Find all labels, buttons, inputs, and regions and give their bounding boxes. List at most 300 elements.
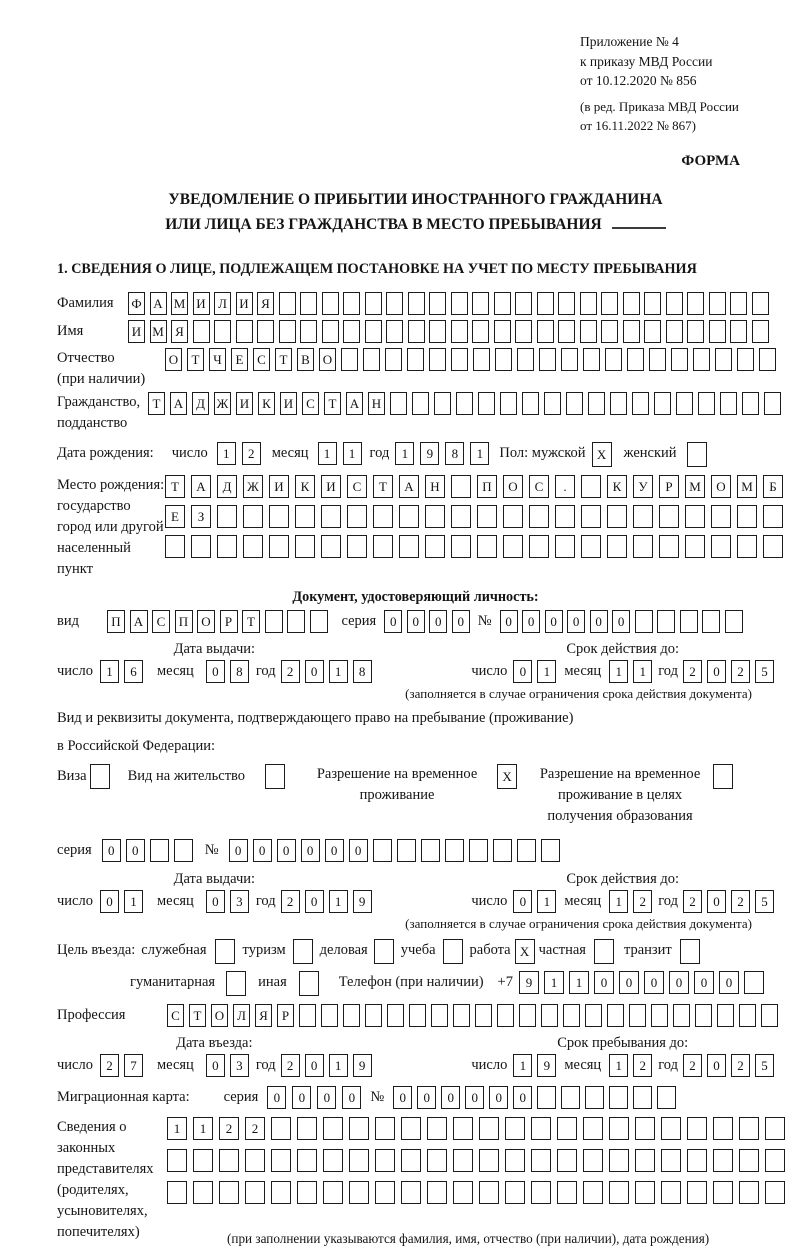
char-cell[interactable] xyxy=(349,1117,369,1140)
char-cell[interactable] xyxy=(279,320,296,343)
char-cell[interactable]: 1 xyxy=(100,660,119,683)
char-cell[interactable]: 0 xyxy=(619,971,639,994)
char-cell[interactable] xyxy=(451,292,468,315)
char-cell[interactable]: 2 xyxy=(731,660,750,683)
char-cell[interactable] xyxy=(493,839,512,862)
char-cell[interactable]: 1 xyxy=(544,971,564,994)
char-cell[interactable] xyxy=(623,320,640,343)
char-cell[interactable]: К xyxy=(607,475,627,498)
char-cell[interactable] xyxy=(609,1117,629,1140)
char-cell[interactable]: X xyxy=(497,764,517,789)
char-cell[interactable] xyxy=(529,535,549,558)
char-cell[interactable]: С xyxy=(529,475,549,498)
char-cell[interactable] xyxy=(429,292,446,315)
char-cell[interactable]: 0 xyxy=(594,971,614,994)
char-cell[interactable] xyxy=(456,392,473,415)
char-cell[interactable]: 1 xyxy=(343,442,362,465)
char-cell[interactable] xyxy=(297,1149,317,1172)
char-cell[interactable]: Я xyxy=(257,292,274,315)
char-cell[interactable] xyxy=(409,1004,426,1027)
char-cell[interactable]: 0 xyxy=(277,839,296,862)
char-cell[interactable]: 0 xyxy=(317,1086,336,1109)
char-cell[interactable]: О xyxy=(197,610,215,633)
char-cell[interactable]: 0 xyxy=(567,610,585,633)
char-cell[interactable] xyxy=(429,348,446,371)
char-cell[interactable]: 0 xyxy=(669,971,689,994)
char-cell[interactable]: 2 xyxy=(683,1054,702,1077)
char-cell[interactable]: Д xyxy=(217,475,237,498)
char-cell[interactable]: 2 xyxy=(245,1117,265,1140)
char-cell[interactable]: 0 xyxy=(206,890,225,913)
char-cell[interactable] xyxy=(425,505,445,528)
char-cell[interactable] xyxy=(387,1004,404,1027)
char-cell[interactable] xyxy=(657,610,675,633)
char-cell[interactable]: 0 xyxy=(500,610,518,633)
char-cell[interactable] xyxy=(385,348,402,371)
char-cell[interactable] xyxy=(421,839,440,862)
char-cell[interactable]: И xyxy=(236,392,253,415)
char-cell[interactable]: И xyxy=(236,292,253,315)
char-cell[interactable]: В xyxy=(297,348,314,371)
char-cell[interactable] xyxy=(764,392,781,415)
char-cell[interactable] xyxy=(583,348,600,371)
char-cell[interactable]: 1 xyxy=(537,660,556,683)
char-cell[interactable] xyxy=(167,1149,187,1172)
char-cell[interactable]: 0 xyxy=(694,971,714,994)
char-cell[interactable]: Р xyxy=(220,610,238,633)
char-cell[interactable]: 9 xyxy=(537,1054,556,1077)
char-cell[interactable]: С xyxy=(167,1004,184,1027)
char-cell[interactable]: Ф xyxy=(128,292,145,315)
char-cell[interactable] xyxy=(349,1181,369,1204)
char-cell[interactable] xyxy=(503,535,523,558)
char-cell[interactable] xyxy=(475,1004,492,1027)
char-cell[interactable] xyxy=(473,348,490,371)
char-cell[interactable] xyxy=(717,1004,734,1027)
char-cell[interactable]: И xyxy=(193,292,210,315)
char-cell[interactable] xyxy=(581,535,601,558)
char-cell[interactable]: А xyxy=(170,392,187,415)
char-cell[interactable]: 0 xyxy=(719,971,739,994)
char-cell[interactable]: 1 xyxy=(329,660,348,683)
char-cell[interactable]: 0 xyxy=(707,660,726,683)
char-cell[interactable] xyxy=(214,320,231,343)
char-cell[interactable] xyxy=(635,1181,655,1204)
char-cell[interactable] xyxy=(730,320,747,343)
char-cell[interactable] xyxy=(297,1117,317,1140)
char-cell[interactable] xyxy=(347,535,367,558)
char-cell[interactable]: 0 xyxy=(229,839,248,862)
char-cell[interactable] xyxy=(373,505,393,528)
char-cell[interactable]: 2 xyxy=(242,442,261,465)
char-cell[interactable] xyxy=(555,535,575,558)
char-cell[interactable] xyxy=(515,320,532,343)
char-cell[interactable]: 0 xyxy=(612,610,630,633)
char-cell[interactable] xyxy=(271,1149,291,1172)
char-cell[interactable]: 0 xyxy=(441,1086,460,1109)
char-cell[interactable] xyxy=(580,320,597,343)
char-cell[interactable]: 0 xyxy=(292,1086,311,1109)
char-cell[interactable] xyxy=(386,320,403,343)
char-cell[interactable] xyxy=(609,1181,629,1204)
char-cell[interactable] xyxy=(737,348,754,371)
char-cell[interactable]: Д xyxy=(192,392,209,415)
char-cell[interactable] xyxy=(709,320,726,343)
char-cell[interactable] xyxy=(742,392,759,415)
char-cell[interactable]: С xyxy=(347,475,367,498)
char-cell[interactable] xyxy=(226,971,246,996)
char-cell[interactable] xyxy=(715,348,732,371)
char-cell[interactable] xyxy=(322,292,339,315)
char-cell[interactable] xyxy=(401,1117,421,1140)
char-cell[interactable]: П xyxy=(175,610,193,633)
char-cell[interactable]: X xyxy=(515,939,535,964)
char-cell[interactable] xyxy=(531,1117,551,1140)
char-cell[interactable] xyxy=(279,292,296,315)
char-cell[interactable]: 2 xyxy=(683,890,702,913)
char-cell[interactable]: 3 xyxy=(230,890,249,913)
char-cell[interactable] xyxy=(343,1004,360,1027)
char-cell[interactable] xyxy=(687,1181,707,1204)
char-cell[interactable]: 2 xyxy=(683,660,702,683)
char-cell[interactable] xyxy=(322,320,339,343)
char-cell[interactable] xyxy=(627,348,644,371)
char-cell[interactable]: 1 xyxy=(569,971,589,994)
char-cell[interactable]: 1 xyxy=(193,1117,213,1140)
char-cell[interactable] xyxy=(323,1181,343,1204)
char-cell[interactable] xyxy=(295,505,315,528)
char-cell[interactable]: Е xyxy=(231,348,248,371)
char-cell[interactable]: Т xyxy=(275,348,292,371)
char-cell[interactable] xyxy=(725,610,743,633)
char-cell[interactable] xyxy=(193,320,210,343)
char-cell[interactable]: 0 xyxy=(590,610,608,633)
char-cell[interactable]: С xyxy=(253,348,270,371)
char-cell[interactable]: Т xyxy=(187,348,204,371)
char-cell[interactable] xyxy=(759,348,776,371)
char-cell[interactable] xyxy=(265,764,285,789)
char-cell[interactable] xyxy=(557,1117,577,1140)
char-cell[interactable] xyxy=(765,1117,785,1140)
char-cell[interactable]: А xyxy=(130,610,148,633)
char-cell[interactable] xyxy=(709,292,726,315)
char-cell[interactable] xyxy=(257,320,274,343)
char-cell[interactable] xyxy=(193,1181,213,1204)
char-cell[interactable] xyxy=(299,1004,316,1027)
char-cell[interactable] xyxy=(659,505,679,528)
char-cell[interactable]: 1 xyxy=(329,1054,348,1077)
char-cell[interactable]: П xyxy=(107,610,125,633)
char-cell[interactable] xyxy=(374,939,394,964)
char-cell[interactable] xyxy=(479,1149,499,1172)
char-cell[interactable] xyxy=(629,1004,646,1027)
char-cell[interactable] xyxy=(451,348,468,371)
char-cell[interactable] xyxy=(555,505,575,528)
char-cell[interactable] xyxy=(558,292,575,315)
char-cell[interactable] xyxy=(236,320,253,343)
char-cell[interactable] xyxy=(765,1181,785,1204)
char-cell[interactable] xyxy=(649,348,666,371)
char-cell[interactable] xyxy=(495,348,512,371)
char-cell[interactable] xyxy=(680,610,698,633)
char-cell[interactable]: Т xyxy=(242,610,260,633)
char-cell[interactable] xyxy=(607,505,627,528)
char-cell[interactable] xyxy=(412,392,429,415)
char-cell[interactable] xyxy=(451,505,471,528)
char-cell[interactable] xyxy=(557,1149,577,1172)
char-cell[interactable]: 9 xyxy=(353,890,372,913)
char-cell[interactable] xyxy=(451,320,468,343)
char-cell[interactable]: 0 xyxy=(342,1086,361,1109)
char-cell[interactable]: 2 xyxy=(219,1117,239,1140)
char-cell[interactable] xyxy=(243,505,263,528)
char-cell[interactable] xyxy=(271,1181,291,1204)
char-cell[interactable] xyxy=(373,839,392,862)
char-cell[interactable] xyxy=(295,535,315,558)
char-cell[interactable]: 1 xyxy=(609,890,628,913)
char-cell[interactable]: 0 xyxy=(465,1086,484,1109)
char-cell[interactable] xyxy=(635,610,653,633)
char-cell[interactable]: О xyxy=(211,1004,228,1027)
char-cell[interactable]: 1 xyxy=(470,442,489,465)
char-cell[interactable] xyxy=(713,764,733,789)
char-cell[interactable]: Ж xyxy=(243,475,263,498)
char-cell[interactable] xyxy=(407,348,424,371)
char-cell[interactable] xyxy=(720,392,737,415)
char-cell[interactable]: 1 xyxy=(329,890,348,913)
char-cell[interactable] xyxy=(427,1181,447,1204)
char-cell[interactable] xyxy=(623,292,640,315)
char-cell[interactable] xyxy=(659,535,679,558)
char-cell[interactable] xyxy=(541,839,560,862)
char-cell[interactable]: Ч xyxy=(209,348,226,371)
char-cell[interactable]: 0 xyxy=(513,1086,532,1109)
char-cell[interactable] xyxy=(609,1149,629,1172)
char-cell[interactable] xyxy=(365,292,382,315)
char-cell[interactable]: О xyxy=(319,348,336,371)
char-cell[interactable] xyxy=(217,505,237,528)
char-cell[interactable] xyxy=(271,1117,291,1140)
char-cell[interactable] xyxy=(763,535,783,558)
char-cell[interactable]: П xyxy=(477,475,497,498)
char-cell[interactable] xyxy=(529,505,549,528)
char-cell[interactable] xyxy=(349,1149,369,1172)
char-cell[interactable]: 5 xyxy=(755,660,774,683)
char-cell[interactable] xyxy=(607,1004,624,1027)
char-cell[interactable] xyxy=(167,1181,187,1204)
char-cell[interactable] xyxy=(472,320,489,343)
char-cell[interactable]: 5 xyxy=(755,1054,774,1077)
char-cell[interactable] xyxy=(607,535,627,558)
char-cell[interactable] xyxy=(408,292,425,315)
char-cell[interactable] xyxy=(633,1086,652,1109)
char-cell[interactable] xyxy=(300,292,317,315)
char-cell[interactable] xyxy=(711,505,731,528)
char-cell[interactable] xyxy=(687,1149,707,1172)
char-cell[interactable] xyxy=(243,535,263,558)
char-cell[interactable] xyxy=(737,505,757,528)
char-cell[interactable] xyxy=(539,348,556,371)
char-cell[interactable]: 1 xyxy=(609,660,628,683)
char-cell[interactable] xyxy=(365,1004,382,1027)
char-cell[interactable]: 1 xyxy=(609,1054,628,1077)
char-cell[interactable]: 8 xyxy=(445,442,464,465)
char-cell[interactable] xyxy=(761,1004,778,1027)
char-cell[interactable] xyxy=(217,535,237,558)
char-cell[interactable] xyxy=(321,505,341,528)
char-cell[interactable] xyxy=(711,535,731,558)
char-cell[interactable] xyxy=(165,535,185,558)
char-cell[interactable] xyxy=(469,839,488,862)
char-cell[interactable]: М xyxy=(737,475,757,498)
char-cell[interactable] xyxy=(427,1117,447,1140)
char-cell[interactable]: 0 xyxy=(126,839,145,862)
char-cell[interactable] xyxy=(632,392,649,415)
char-cell[interactable]: М xyxy=(171,292,188,315)
char-cell[interactable] xyxy=(610,392,627,415)
char-cell[interactable] xyxy=(517,839,536,862)
char-cell[interactable] xyxy=(505,1117,525,1140)
char-cell[interactable] xyxy=(739,1149,759,1172)
char-cell[interactable] xyxy=(429,320,446,343)
char-cell[interactable]: 0 xyxy=(325,839,344,862)
char-cell[interactable] xyxy=(687,1117,707,1140)
char-cell[interactable] xyxy=(477,505,497,528)
char-cell[interactable] xyxy=(297,1181,317,1204)
char-cell[interactable]: Ж xyxy=(214,392,231,415)
char-cell[interactable] xyxy=(763,505,783,528)
char-cell[interactable] xyxy=(401,1181,421,1204)
char-cell[interactable] xyxy=(287,610,305,633)
char-cell[interactable] xyxy=(310,610,328,633)
char-cell[interactable]: 1 xyxy=(167,1117,187,1140)
char-cell[interactable] xyxy=(583,1181,603,1204)
char-cell[interactable] xyxy=(601,320,618,343)
char-cell[interactable]: А xyxy=(191,475,211,498)
char-cell[interactable] xyxy=(503,505,523,528)
char-cell[interactable] xyxy=(666,320,683,343)
char-cell[interactable] xyxy=(713,1117,733,1140)
char-cell[interactable] xyxy=(472,292,489,315)
char-cell[interactable]: 2 xyxy=(100,1054,119,1077)
char-cell[interactable]: 0 xyxy=(513,890,532,913)
char-cell[interactable] xyxy=(321,535,341,558)
char-cell[interactable] xyxy=(609,1086,628,1109)
char-cell[interactable] xyxy=(386,292,403,315)
char-cell[interactable] xyxy=(654,392,671,415)
char-cell[interactable] xyxy=(219,1181,239,1204)
char-cell[interactable]: И xyxy=(128,320,145,343)
char-cell[interactable]: 2 xyxy=(633,890,652,913)
char-cell[interactable] xyxy=(401,1149,421,1172)
char-cell[interactable] xyxy=(713,1149,733,1172)
char-cell[interactable]: Т xyxy=(373,475,393,498)
char-cell[interactable]: 1 xyxy=(537,890,556,913)
char-cell[interactable] xyxy=(477,535,497,558)
char-cell[interactable]: 5 xyxy=(755,890,774,913)
char-cell[interactable]: 0 xyxy=(305,660,324,683)
char-cell[interactable]: 0 xyxy=(489,1086,508,1109)
char-cell[interactable] xyxy=(635,1149,655,1172)
char-cell[interactable] xyxy=(443,939,463,964)
char-cell[interactable] xyxy=(453,1004,470,1027)
char-cell[interactable] xyxy=(661,1149,681,1172)
char-cell[interactable]: 0 xyxy=(349,839,368,862)
char-cell[interactable]: 0 xyxy=(707,1054,726,1077)
char-cell[interactable] xyxy=(601,292,618,315)
char-cell[interactable] xyxy=(752,292,769,315)
char-cell[interactable] xyxy=(373,535,393,558)
char-cell[interactable] xyxy=(299,971,319,996)
char-cell[interactable]: М xyxy=(150,320,167,343)
char-cell[interactable] xyxy=(479,1181,499,1204)
char-cell[interactable]: Т xyxy=(324,392,341,415)
char-cell[interactable] xyxy=(635,1117,655,1140)
char-cell[interactable] xyxy=(293,939,313,964)
char-cell[interactable] xyxy=(739,1181,759,1204)
char-cell[interactable] xyxy=(685,505,705,528)
char-cell[interactable] xyxy=(517,348,534,371)
char-cell[interactable] xyxy=(505,1181,525,1204)
char-cell[interactable]: И xyxy=(321,475,341,498)
char-cell[interactable]: Т xyxy=(189,1004,206,1027)
char-cell[interactable]: С xyxy=(152,610,170,633)
char-cell[interactable]: 2 xyxy=(633,1054,652,1077)
char-cell[interactable]: Т xyxy=(165,475,185,498)
char-cell[interactable] xyxy=(363,348,380,371)
char-cell[interactable] xyxy=(245,1181,265,1204)
char-cell[interactable] xyxy=(594,939,614,964)
char-cell[interactable]: 2 xyxy=(281,660,300,683)
char-cell[interactable]: 0 xyxy=(452,610,470,633)
char-cell[interactable] xyxy=(541,1004,558,1027)
char-cell[interactable]: А xyxy=(150,292,167,315)
char-cell[interactable] xyxy=(561,348,578,371)
char-cell[interactable]: 2 xyxy=(281,1054,300,1077)
char-cell[interactable]: Т xyxy=(148,392,165,415)
char-cell[interactable] xyxy=(739,1117,759,1140)
char-cell[interactable]: 0 xyxy=(267,1086,286,1109)
char-cell[interactable] xyxy=(585,1086,604,1109)
char-cell[interactable] xyxy=(343,292,360,315)
char-cell[interactable] xyxy=(765,1149,785,1172)
char-cell[interactable] xyxy=(265,610,283,633)
char-cell[interactable]: X xyxy=(592,442,612,467)
char-cell[interactable]: 0 xyxy=(384,610,402,633)
char-cell[interactable] xyxy=(671,348,688,371)
char-cell[interactable]: 9 xyxy=(353,1054,372,1077)
char-cell[interactable] xyxy=(347,505,367,528)
char-cell[interactable] xyxy=(193,1149,213,1172)
char-cell[interactable] xyxy=(644,320,661,343)
char-cell[interactable] xyxy=(478,392,495,415)
char-cell[interactable] xyxy=(744,971,764,994)
char-cell[interactable] xyxy=(323,1149,343,1172)
char-cell[interactable]: 0 xyxy=(429,610,447,633)
char-cell[interactable] xyxy=(500,392,517,415)
char-cell[interactable]: А xyxy=(346,392,363,415)
char-cell[interactable]: Л xyxy=(214,292,231,315)
char-cell[interactable]: С xyxy=(302,392,319,415)
char-cell[interactable]: Б xyxy=(763,475,783,498)
char-cell[interactable]: Н xyxy=(425,475,445,498)
char-cell[interactable] xyxy=(451,535,471,558)
char-cell[interactable] xyxy=(633,505,653,528)
char-cell[interactable]: 0 xyxy=(522,610,540,633)
char-cell[interactable]: Н xyxy=(368,392,385,415)
char-cell[interactable]: У xyxy=(633,475,653,498)
char-cell[interactable] xyxy=(505,1149,525,1172)
